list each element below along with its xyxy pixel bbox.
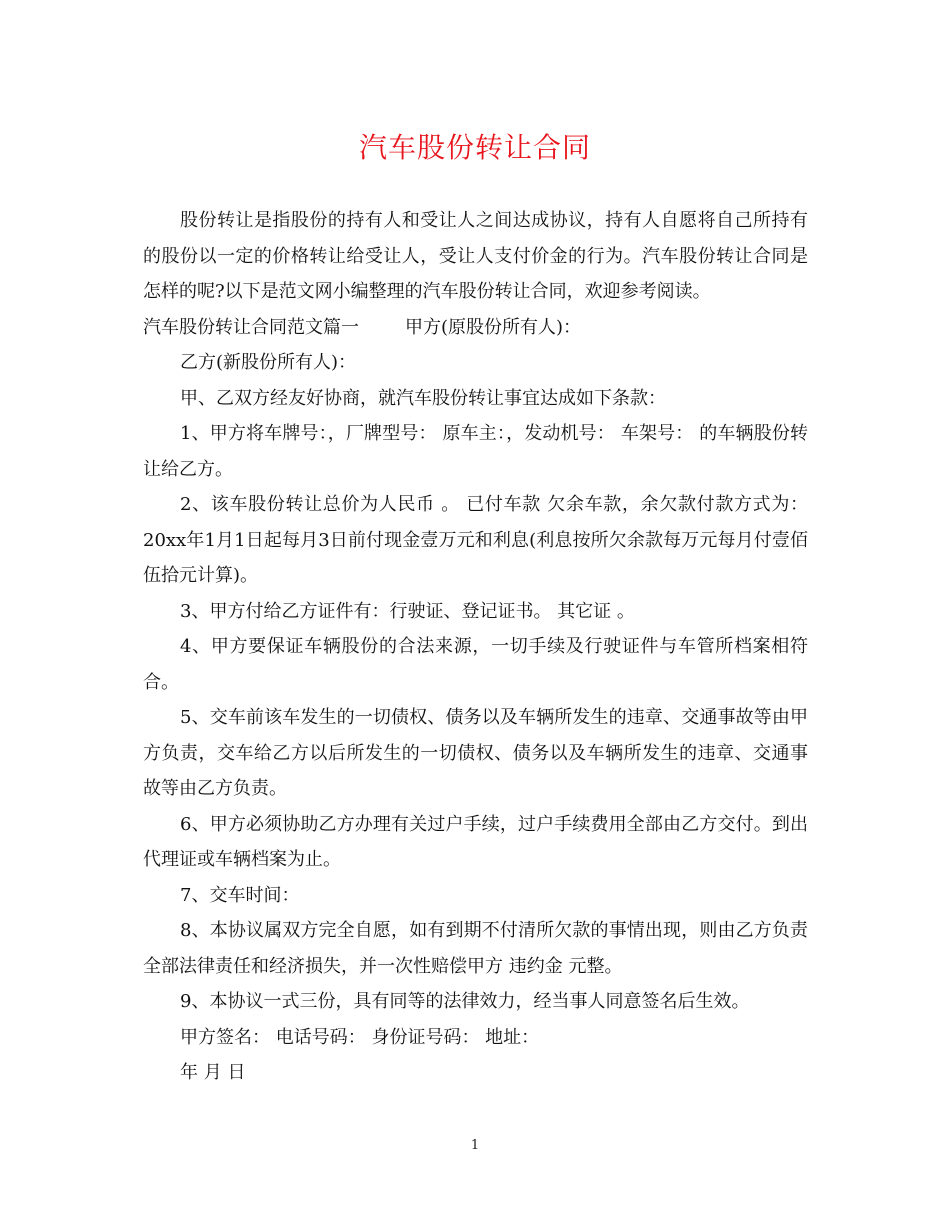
clause-8: 8、本协议属双方完全自愿，如有到期不付清所欠款的事情出现，则由乙方负责全部法律责任和经济损失，并一次性赔偿甲方 违约金 元整。: [143, 920, 808, 977]
clause-2: 2、该车股份转让总价为人民币 。 已付车款 欠余车款，余欠款付款方式为：20xx年1月1日起每月3日前付现金壹万元和利息(利息按所欠余款每万元每月付壹佰伍拾元计算)。: [143, 494, 808, 586]
party-a-label: 甲方(原股份所有人)：: [405, 316, 582, 338]
date-line: 年 月 日: [180, 1062, 246, 1083]
clause-9: 9、本协议一式三份，具有同等的法律效力，经当事人同意签名后生效。: [180, 991, 750, 1012]
clause-7: 7、交车时间：: [180, 884, 300, 906]
signature-line: 甲方签名： 电话号码： 身份证号码： 地址：: [180, 1026, 540, 1048]
clause-1: 1、甲方将车牌号：，厂牌型号： 原车主：，发动机号： 车架号： 的车辆股份转让给乙方。: [143, 423, 808, 480]
preamble-paragraph: 甲、乙双方经友好协商，就汽车股份转让事宜达成如下条款：: [180, 387, 666, 409]
page-number: 1: [470, 1138, 480, 1153]
document-title: 汽车股份转让合同: [358, 131, 591, 164]
intro-paragraph: 股份转让是指股份的持有人和受让人之间达成协议，持有人自愿将自己所持有的股份以一定的价格转让给受让人，受让人支付价金的行为。汽车股份转让合同是怎样的呢?以下是范文网小编整理的汽车股份转让合同，欢迎参考阅读。: [143, 210, 808, 302]
clause-5: 5、交车前该车发生的一切债权、债务以及车辆所发生的违章、交通事故等由甲方负责，交车给乙方以后所发生的一切债权、债务以及车辆所发生的违章、交通事故等由乙方负责。: [143, 707, 808, 799]
section-label: 汽车股份转让合同范文篇一: [143, 316, 359, 338]
document-body: [143, 203, 808, 1091]
section-heading-line: [143, 310, 808, 346]
clause-4: 4、甲方要保证车辆股份的合法来源，一切手续及行驶证件与车管所档案相符合。: [143, 636, 808, 693]
clause-6: 6、甲方必须协助乙方办理有关过户手续，过户手续费用全部由乙方交付。到出代理证或车辆档案为止。: [143, 813, 808, 870]
party-b-label: 乙方(新股份所有人)：: [180, 352, 357, 373]
clause-3: 3、甲方付给乙方证件有：行驶证、登记证书。 其它证 。: [180, 600, 635, 622]
